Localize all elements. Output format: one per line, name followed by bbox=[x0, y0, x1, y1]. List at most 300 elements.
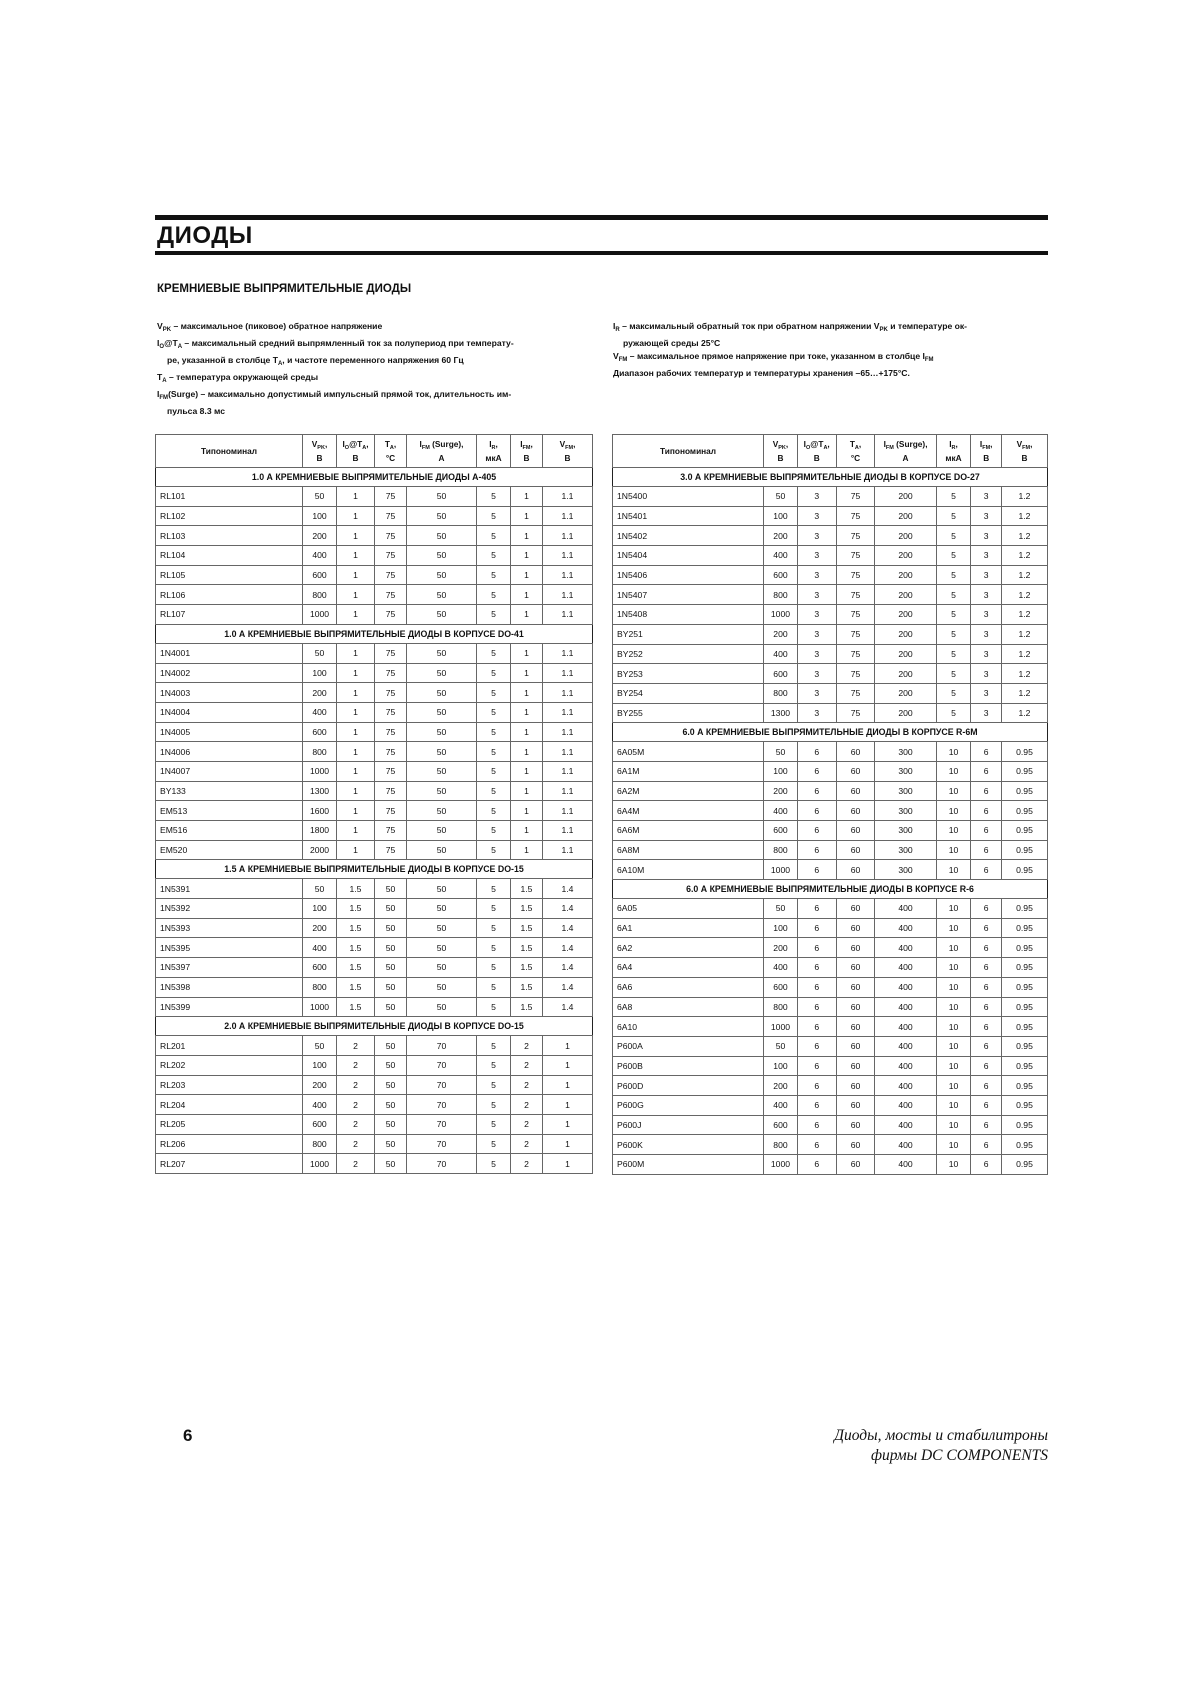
column-header: $I_O@T_A$, В bbox=[797, 435, 836, 468]
table-row bbox=[613, 761, 1048, 781]
group-title: 3.0 А КРЕМНИЕВЫЕ ВЫПРЯМИТЕЛЬНЫЕ ДИОДЫ В КОРПУСЕ DO-27 bbox=[613, 468, 1048, 487]
table-row bbox=[156, 1154, 593, 1174]
table-cell: 1.5 bbox=[511, 997, 543, 1017]
table-cell: 3 bbox=[971, 624, 1002, 644]
table-cell: 200 bbox=[875, 526, 936, 546]
table-cell: 6 bbox=[971, 997, 1002, 1017]
group-title: 1.0 А КРЕМНИЕВЫЕ ВЫПРЯМИТЕЛЬНЫЕ ДИОДЫ В КОРПУСЕ DO-41 bbox=[156, 624, 593, 643]
table-cell: 50 bbox=[407, 781, 477, 801]
table-cell: 5 bbox=[477, 1075, 511, 1095]
column-header: $I_{FM}$ (Surge), А bbox=[407, 435, 477, 468]
table-cell: 400 bbox=[764, 546, 798, 566]
table-cell: 0.95 bbox=[1002, 1115, 1048, 1135]
diode-table-right bbox=[612, 434, 1048, 1175]
part-number-cell: 1N5398 bbox=[156, 977, 303, 997]
part-number-cell: RL205 bbox=[156, 1114, 303, 1134]
table-cell: 1.5 bbox=[511, 918, 543, 938]
legend-line: ре, указанной в столбце $T_A$, и частоте переменного напряжения 60 Гц bbox=[167, 355, 464, 367]
column-header: $I_{FM}$, В bbox=[511, 435, 543, 468]
table-cell: 10 bbox=[936, 801, 971, 821]
table-cell: 60 bbox=[836, 958, 875, 978]
table-cell: 60 bbox=[836, 821, 875, 841]
table-cell: 50 bbox=[375, 1036, 407, 1056]
part-number-cell: 6A1M bbox=[613, 761, 764, 781]
table-cell: 6 bbox=[971, 761, 1002, 781]
table-cell: 75 bbox=[836, 624, 875, 644]
legend-line: $I_R$ – максимальный обратный ток при обратном напряжении $V_{PK}$ и температуре ок- bbox=[613, 321, 968, 333]
table-cell: 1.1 bbox=[543, 487, 593, 507]
table-cell: 6 bbox=[971, 1056, 1002, 1076]
part-number-cell: 1N5392 bbox=[156, 899, 303, 919]
table-cell: 5 bbox=[477, 879, 511, 899]
part-number-cell: 6A8 bbox=[613, 997, 764, 1017]
table-cell: 3 bbox=[797, 664, 836, 684]
table-cell: 75 bbox=[836, 664, 875, 684]
table-row bbox=[156, 1095, 593, 1115]
table-cell: 800 bbox=[764, 683, 798, 703]
table-cell: 5 bbox=[477, 958, 511, 978]
table-cell: 75 bbox=[375, 605, 407, 625]
table-cell: 60 bbox=[836, 918, 875, 938]
part-number-cell: P600D bbox=[613, 1076, 764, 1096]
table-cell: 1 bbox=[337, 821, 375, 841]
table-cell: 1000 bbox=[764, 860, 798, 880]
table-cell: 400 bbox=[764, 1095, 798, 1115]
table-cell: 100 bbox=[303, 663, 337, 683]
table-cell: 0.95 bbox=[1002, 938, 1048, 958]
table-cell: 200 bbox=[303, 1075, 337, 1095]
table-cell: 5 bbox=[477, 977, 511, 997]
table-cell: 75 bbox=[836, 683, 875, 703]
table-cell: 1 bbox=[337, 487, 375, 507]
part-number-cell: RL102 bbox=[156, 506, 303, 526]
part-number-cell: 1N5404 bbox=[613, 546, 764, 566]
part-number-cell: 1N5397 bbox=[156, 958, 303, 978]
table-row bbox=[156, 585, 593, 605]
table-cell: 50 bbox=[764, 742, 798, 762]
table-cell: 50 bbox=[375, 1134, 407, 1154]
table-cell: 1 bbox=[511, 605, 543, 625]
part-number-cell: RL103 bbox=[156, 526, 303, 546]
table-cell: 1 bbox=[511, 840, 543, 860]
table-cell: 1.4 bbox=[543, 958, 593, 978]
table-cell: 3 bbox=[797, 546, 836, 566]
part-number-cell: 1N5391 bbox=[156, 879, 303, 899]
title-rule-top bbox=[155, 215, 1048, 220]
table-cell: 1.2 bbox=[1002, 683, 1048, 703]
column-header: $I_R$, мкА bbox=[477, 435, 511, 468]
table-cell: 50 bbox=[407, 585, 477, 605]
part-number-cell: P600B bbox=[613, 1056, 764, 1076]
table-cell: 100 bbox=[303, 899, 337, 919]
table-cell: 5 bbox=[477, 761, 511, 781]
table-cell: 1 bbox=[337, 526, 375, 546]
table-cell: 3 bbox=[971, 487, 1002, 507]
table-cell: 1 bbox=[337, 781, 375, 801]
table-cell: 50 bbox=[407, 487, 477, 507]
table-cell: 1 bbox=[337, 663, 375, 683]
table-cell: 600 bbox=[764, 821, 798, 841]
table-row bbox=[613, 918, 1048, 938]
table-cell: 1 bbox=[337, 565, 375, 585]
legend-line: $V_{PK}$ – максимальное (пиковое) обратное напряжение bbox=[157, 321, 383, 333]
table-cell: 300 bbox=[875, 821, 936, 841]
table-cell: 3 bbox=[797, 565, 836, 585]
part-number-cell: 1N4003 bbox=[156, 683, 303, 703]
table-cell: 800 bbox=[303, 977, 337, 997]
table-cell: 1.1 bbox=[543, 840, 593, 860]
table-row bbox=[613, 526, 1048, 546]
table-cell: 5 bbox=[477, 605, 511, 625]
table-cell: 70 bbox=[407, 1036, 477, 1056]
table-cell: 1.5 bbox=[337, 958, 375, 978]
table-cell: 300 bbox=[875, 781, 936, 801]
table-cell: 200 bbox=[875, 664, 936, 684]
table-cell: 6 bbox=[797, 1115, 836, 1135]
table-cell: 1.1 bbox=[543, 506, 593, 526]
table-cell: 10 bbox=[936, 840, 971, 860]
part-number-cell: P600J bbox=[613, 1115, 764, 1135]
table-cell: 2 bbox=[511, 1154, 543, 1174]
table-row bbox=[613, 899, 1048, 919]
table-cell: 6 bbox=[971, 1076, 1002, 1096]
part-number-cell: 1N5406 bbox=[613, 565, 764, 585]
table-cell: 1.5 bbox=[511, 958, 543, 978]
table-cell: 50 bbox=[375, 1055, 407, 1075]
table-cell: 5 bbox=[477, 506, 511, 526]
table-cell: 200 bbox=[875, 605, 936, 625]
table-cell: 10 bbox=[936, 997, 971, 1017]
table-cell: 1.5 bbox=[511, 938, 543, 958]
diode-table-left bbox=[155, 434, 593, 1174]
table-cell: 1 bbox=[511, 761, 543, 781]
table-cell: 1000 bbox=[303, 605, 337, 625]
table-row bbox=[613, 958, 1048, 978]
table-cell: 1 bbox=[543, 1075, 593, 1095]
table-cell: 75 bbox=[836, 605, 875, 625]
footer-line-1: Диоды, мосты и стабилитроны bbox=[834, 1427, 1048, 1444]
table-cell: 60 bbox=[836, 1155, 875, 1175]
table-cell: 75 bbox=[836, 703, 875, 723]
table-cell: 6 bbox=[797, 781, 836, 801]
table-cell: 1 bbox=[337, 702, 375, 722]
table-cell: 50 bbox=[407, 918, 477, 938]
table-cell: 800 bbox=[303, 742, 337, 762]
part-number-cell: 1N4007 bbox=[156, 761, 303, 781]
table-cell: 600 bbox=[764, 1115, 798, 1135]
table-cell: 600 bbox=[764, 977, 798, 997]
table-cell: 2 bbox=[511, 1036, 543, 1056]
table-cell: 2 bbox=[511, 1055, 543, 1075]
table-cell: 1 bbox=[337, 585, 375, 605]
table-cell: 10 bbox=[936, 821, 971, 841]
part-number-cell: 1N5395 bbox=[156, 938, 303, 958]
table-cell: 50 bbox=[375, 879, 407, 899]
part-number-cell: 1N4005 bbox=[156, 722, 303, 742]
table-cell: 3 bbox=[971, 546, 1002, 566]
table-group-header bbox=[613, 468, 1048, 487]
table-row bbox=[156, 1075, 593, 1095]
table-cell: 2 bbox=[511, 1134, 543, 1154]
table-cell: 60 bbox=[836, 860, 875, 880]
table-cell: 1 bbox=[511, 546, 543, 566]
part-number-cell: 6A05M bbox=[613, 742, 764, 762]
table-cell: 1.2 bbox=[1002, 565, 1048, 585]
table-group-header bbox=[156, 624, 593, 643]
table-cell: 0.95 bbox=[1002, 801, 1048, 821]
legend-line: $I_O@T_A$ – максимальный средний выпрямленный ток за полупериод при температу- bbox=[157, 338, 514, 350]
part-number-cell: RL101 bbox=[156, 487, 303, 507]
table-row bbox=[156, 879, 593, 899]
table-cell: 60 bbox=[836, 781, 875, 801]
table-cell: 6 bbox=[797, 1036, 836, 1056]
table-cell: 1.5 bbox=[337, 977, 375, 997]
table-cell: 50 bbox=[407, 546, 477, 566]
table-cell: 50 bbox=[407, 663, 477, 683]
table-cell: 1.1 bbox=[543, 643, 593, 663]
table-cell: 60 bbox=[836, 742, 875, 762]
part-number-cell: RL107 bbox=[156, 605, 303, 625]
table-cell: 75 bbox=[375, 702, 407, 722]
table-cell: 0.95 bbox=[1002, 781, 1048, 801]
table-cell: 6 bbox=[797, 899, 836, 919]
table-cell: 800 bbox=[764, 585, 798, 605]
table-cell: 5 bbox=[477, 918, 511, 938]
table-row bbox=[156, 997, 593, 1017]
table-cell: 0.95 bbox=[1002, 840, 1048, 860]
table-cell: 100 bbox=[764, 1056, 798, 1076]
table-cell: 3 bbox=[797, 703, 836, 723]
table-cell: 2 bbox=[337, 1095, 375, 1115]
table-cell: 100 bbox=[303, 506, 337, 526]
table-cell: 6 bbox=[797, 918, 836, 938]
table-cell: 1.2 bbox=[1002, 526, 1048, 546]
table-cell: 75 bbox=[836, 487, 875, 507]
table-cell: 1.5 bbox=[511, 879, 543, 899]
table-cell: 50 bbox=[407, 742, 477, 762]
table-cell: 5 bbox=[936, 664, 971, 684]
table-cell: 200 bbox=[875, 703, 936, 723]
table-cell: 1.2 bbox=[1002, 585, 1048, 605]
table-cell: 5 bbox=[477, 997, 511, 1017]
part-number-cell: P600G bbox=[613, 1095, 764, 1115]
table-cell: 1600 bbox=[303, 801, 337, 821]
part-number-cell: 1N5401 bbox=[613, 506, 764, 526]
table-cell: 1 bbox=[337, 506, 375, 526]
table-cell: 75 bbox=[375, 565, 407, 585]
table-row bbox=[156, 1036, 593, 1056]
table-cell: 75 bbox=[375, 761, 407, 781]
table-cell: 3 bbox=[797, 506, 836, 526]
table-cell: 600 bbox=[303, 722, 337, 742]
table-cell: 5 bbox=[477, 840, 511, 860]
table-cell: 400 bbox=[875, 899, 936, 919]
table-cell: 300 bbox=[875, 742, 936, 762]
table-cell: 10 bbox=[936, 1017, 971, 1037]
table-cell: 1.4 bbox=[543, 918, 593, 938]
table-cell: 1.2 bbox=[1002, 644, 1048, 664]
table-cell: 1.5 bbox=[337, 899, 375, 919]
table-cell: 0.95 bbox=[1002, 997, 1048, 1017]
table-cell: 5 bbox=[477, 702, 511, 722]
table-cell: 75 bbox=[836, 526, 875, 546]
part-number-cell: RL104 bbox=[156, 546, 303, 566]
table-group-header bbox=[156, 1017, 593, 1036]
table-cell: 400 bbox=[875, 1076, 936, 1096]
table-cell: 2 bbox=[511, 1095, 543, 1115]
table-cell: 50 bbox=[407, 565, 477, 585]
table-cell: 5 bbox=[936, 506, 971, 526]
table-row bbox=[613, 506, 1048, 526]
part-number-cell: 6A8M bbox=[613, 840, 764, 860]
table-cell: 400 bbox=[875, 1115, 936, 1135]
table-cell: 0.95 bbox=[1002, 1036, 1048, 1056]
part-number-cell: 6A4M bbox=[613, 801, 764, 821]
table-cell: 2 bbox=[337, 1036, 375, 1056]
part-number-cell: EM513 bbox=[156, 801, 303, 821]
table-cell: 5 bbox=[477, 938, 511, 958]
table-row bbox=[156, 977, 593, 997]
table-row bbox=[613, 703, 1048, 723]
table-cell: 0.95 bbox=[1002, 761, 1048, 781]
table-cell: 2 bbox=[511, 1114, 543, 1134]
table-cell: 400 bbox=[875, 997, 936, 1017]
table-cell: 6 bbox=[971, 1115, 1002, 1135]
table-cell: 200 bbox=[875, 546, 936, 566]
part-number-cell: 6A1 bbox=[613, 918, 764, 938]
table-cell: 1.1 bbox=[543, 821, 593, 841]
part-number-cell: EM520 bbox=[156, 840, 303, 860]
part-number-cell: 6A10M bbox=[613, 860, 764, 880]
table-cell: 300 bbox=[875, 860, 936, 880]
table-cell: 60 bbox=[836, 1017, 875, 1037]
table-cell: 1 bbox=[511, 801, 543, 821]
table-cell: 1.4 bbox=[543, 899, 593, 919]
part-number-cell: 1N5393 bbox=[156, 918, 303, 938]
table-cell: 1.5 bbox=[337, 879, 375, 899]
table-row bbox=[613, 860, 1048, 880]
table-cell: 3 bbox=[971, 506, 1002, 526]
table-cell: 400 bbox=[764, 644, 798, 664]
table-cell: 70 bbox=[407, 1075, 477, 1095]
table-row bbox=[156, 958, 593, 978]
part-number-cell: BY254 bbox=[613, 683, 764, 703]
table-cell: 400 bbox=[875, 958, 936, 978]
part-number-cell: RL201 bbox=[156, 1036, 303, 1056]
part-number-cell: BY253 bbox=[613, 664, 764, 684]
table-cell: 5 bbox=[477, 643, 511, 663]
table-row bbox=[613, 1155, 1048, 1175]
table-cell: 60 bbox=[836, 840, 875, 860]
table-cell: 6 bbox=[971, 958, 1002, 978]
part-number-cell: 1N5400 bbox=[613, 487, 764, 507]
table-cell: 100 bbox=[764, 918, 798, 938]
table-cell: 6 bbox=[971, 1155, 1002, 1175]
table-cell: 5 bbox=[477, 683, 511, 703]
table-cell: 6 bbox=[971, 781, 1002, 801]
table-cell: 3 bbox=[971, 644, 1002, 664]
table-cell: 75 bbox=[836, 644, 875, 664]
table-cell: 1000 bbox=[303, 1154, 337, 1174]
table-cell: 1 bbox=[337, 761, 375, 781]
table-cell: 1000 bbox=[303, 761, 337, 781]
table-cell: 6 bbox=[971, 1017, 1002, 1037]
table-cell: 0.95 bbox=[1002, 958, 1048, 978]
table-row bbox=[613, 1017, 1048, 1037]
table-row bbox=[156, 938, 593, 958]
part-number-cell: 1N4004 bbox=[156, 702, 303, 722]
table-cell: 400 bbox=[303, 1095, 337, 1115]
table-cell: 2 bbox=[337, 1055, 375, 1075]
table-cell: 6 bbox=[797, 742, 836, 762]
table-cell: 75 bbox=[375, 801, 407, 821]
table-cell: 5 bbox=[936, 487, 971, 507]
table-header-row bbox=[156, 435, 593, 468]
table-cell: 1.4 bbox=[543, 879, 593, 899]
table-cell: 6 bbox=[797, 997, 836, 1017]
table-cell: 200 bbox=[875, 644, 936, 664]
legend-line: $I_{FM}(Surge)$ – максимально допустимый импульсный прямой ток, длительность им- bbox=[157, 389, 512, 401]
table-cell: 1 bbox=[511, 683, 543, 703]
table-cell: 50 bbox=[407, 605, 477, 625]
table-row bbox=[613, 938, 1048, 958]
table-cell: 3 bbox=[971, 605, 1002, 625]
table-cell: 5 bbox=[477, 1036, 511, 1056]
table-row bbox=[156, 702, 593, 722]
table-cell: 1.2 bbox=[1002, 546, 1048, 566]
table-cell: 600 bbox=[303, 1114, 337, 1134]
table-cell: 2 bbox=[337, 1134, 375, 1154]
column-header: Типономинал bbox=[613, 435, 764, 468]
part-number-cell: 6A2M bbox=[613, 781, 764, 801]
table-row bbox=[613, 1115, 1048, 1135]
table-cell: 1 bbox=[337, 742, 375, 762]
page-title: ДИОДЫ bbox=[157, 222, 253, 249]
table-cell: 3 bbox=[971, 526, 1002, 546]
table-cell: 600 bbox=[764, 664, 798, 684]
table-cell: 3 bbox=[971, 683, 1002, 703]
table-cell: 2 bbox=[511, 1075, 543, 1095]
table-cell: 0.95 bbox=[1002, 977, 1048, 997]
part-number-cell: BY251 bbox=[613, 624, 764, 644]
table-row bbox=[156, 1114, 593, 1134]
table-cell: 75 bbox=[836, 585, 875, 605]
table-cell: 6 bbox=[797, 1155, 836, 1175]
table-row bbox=[613, 801, 1048, 821]
part-number-cell: RL203 bbox=[156, 1075, 303, 1095]
table-cell: 600 bbox=[764, 565, 798, 585]
table-cell: 75 bbox=[375, 742, 407, 762]
table-cell: 75 bbox=[375, 643, 407, 663]
table-cell: 6 bbox=[797, 1135, 836, 1155]
table-cell: 1.1 bbox=[543, 546, 593, 566]
table-cell: 50 bbox=[407, 526, 477, 546]
table-cell: 2000 bbox=[303, 840, 337, 860]
table-row bbox=[613, 683, 1048, 703]
table-cell: 1.5 bbox=[511, 977, 543, 997]
table-cell: 1.1 bbox=[543, 565, 593, 585]
table-cell: 5 bbox=[936, 703, 971, 723]
table-cell: 6 bbox=[797, 840, 836, 860]
table-cell: 200 bbox=[875, 565, 936, 585]
table-cell: 400 bbox=[875, 938, 936, 958]
table-cell: 75 bbox=[375, 663, 407, 683]
table-cell: 1 bbox=[543, 1154, 593, 1174]
table-cell: 60 bbox=[836, 1115, 875, 1135]
table-cell: 10 bbox=[936, 742, 971, 762]
table-row bbox=[613, 742, 1048, 762]
table-cell: 0.95 bbox=[1002, 821, 1048, 841]
